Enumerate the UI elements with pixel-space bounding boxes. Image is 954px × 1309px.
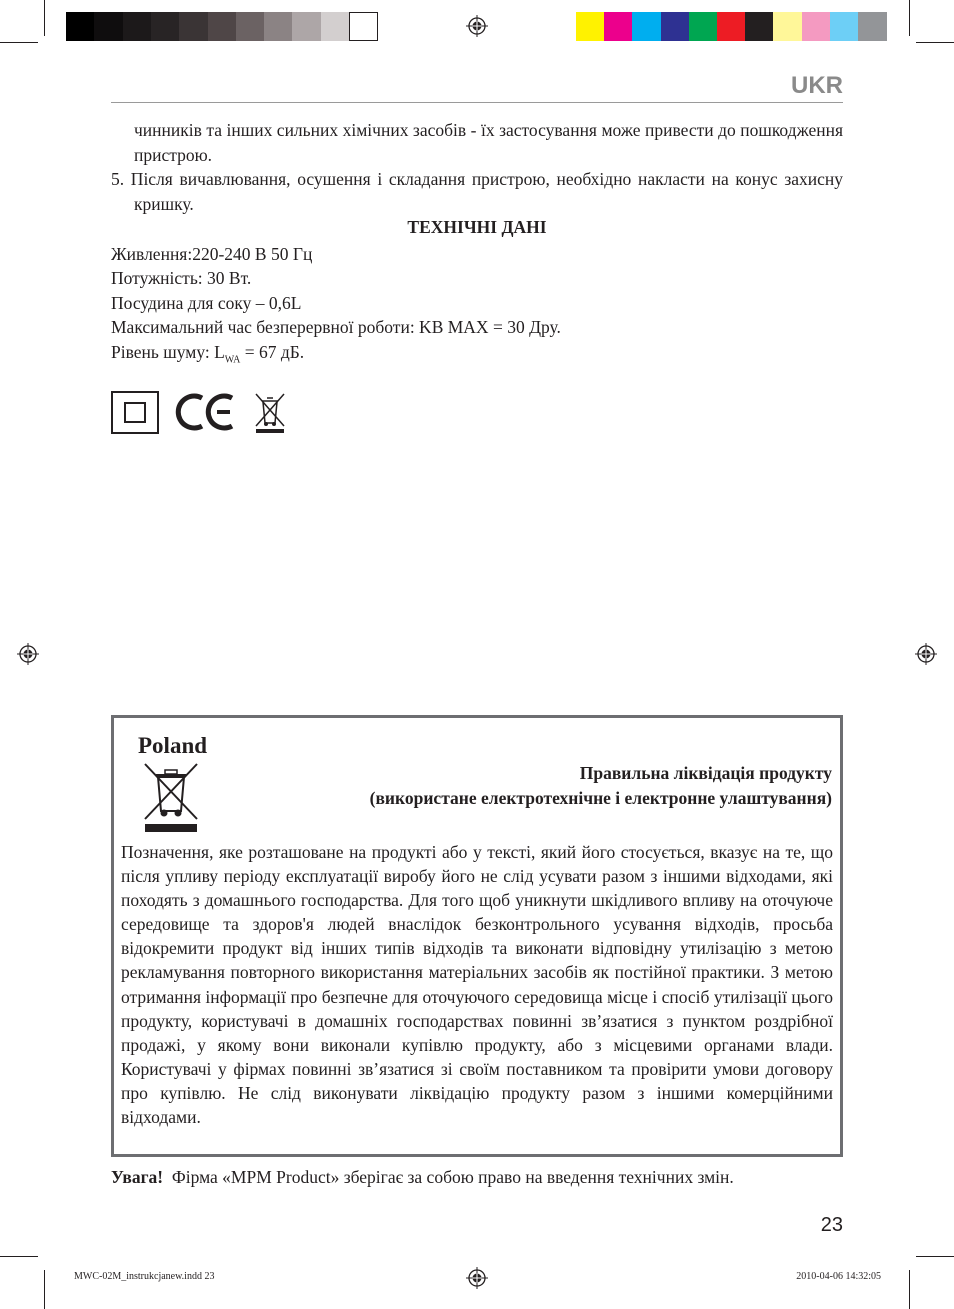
noise-prefix: Рівень шуму: L <box>111 342 225 362</box>
tech-data-heading: ТЕХНІЧНІ ДАНІ <box>407 217 547 237</box>
disposal-subtitle: (використане електротехнічне і електронне улаштування) <box>369 788 832 808</box>
color-swatch <box>802 12 831 41</box>
registration-mark-icon <box>915 643 937 665</box>
language-label: UKR <box>791 72 843 99</box>
crop-mark <box>916 42 954 43</box>
color-swatch <box>604 12 633 41</box>
gray-swatch <box>151 12 180 41</box>
spec-container: Посудина для соку – 0,6L <box>111 293 302 313</box>
color-swatch <box>830 12 859 41</box>
gray-swatch <box>236 12 265 41</box>
color-swatch <box>689 12 718 41</box>
notice-line <box>111 1167 843 1188</box>
color-swatch <box>773 12 802 41</box>
disposal-paragraph: Позначення, яке розташоване на продукті або у тексті, який його стосується, вказує на те, що після упливу періоду експлуатації виробу його не слід усувати разом з іншими відходами, які походять з домашнього господарства. Для того щоб уникнути шкідливого впливу на оточуюче середовище та здоров'я людей внаслідок безконтрольного усування відходів, просьба відокремити продукт від інших типів відходів та виконати відповідну утилізацію з метою рекламування повторного використання матеріальних засобів як постійної практики. З метою отримання інформації про безпечне для оточуючого середовища місце і спосіб утилізації цього продукту, користувачі в домашніх господарствах повинні зв’язатися з пунктом роздрібної продажі, у якому вони виконали купівлю продукту, або з місцевими органами влади. Користувачі у фірмах повинні зв’язатися зі своїм поставником та провірити умови договору про купівлю. Не слід виконувати ліквідацію продукту разом з іншими комерційними відходами. <box>121 842 833 1128</box>
crop-mark <box>0 42 38 43</box>
page-number: 23 <box>820 1214 843 1236</box>
gray-swatch <box>264 12 293 41</box>
gray-swatch <box>66 12 95 41</box>
header-divider <box>111 102 843 103</box>
gray-swatch <box>292 12 321 41</box>
weee-bin-small-icon <box>254 392 286 434</box>
crop-mark <box>0 1256 38 1257</box>
disposal-title: Правильна ліквідація продукту <box>579 763 832 783</box>
color-swatch <box>661 12 690 41</box>
spec-power-supply: Живлення:220-240 В 50 Гц <box>111 244 313 264</box>
color-swatch <box>576 12 605 41</box>
notice-label: Увага! <box>111 1167 164 1187</box>
color-swatch <box>632 12 661 41</box>
spec-noise-level <box>111 340 843 373</box>
registration-mark-icon <box>17 643 39 665</box>
color-swatch <box>717 12 746 41</box>
spec-power: Потужність: 30 Вт. <box>111 268 252 288</box>
color-swatch <box>858 12 887 41</box>
continuation-text: чинників та інших сильних хімічних засобів - їх застосування може привести до пошкодження пристрою. <box>134 120 843 165</box>
crop-mark <box>44 0 45 36</box>
noise-subscript: WA <box>224 354 241 366</box>
spec-max-time: Максимальний час безперервної роботи: KB MAX = 30 Дру. <box>111 317 561 337</box>
crop-mark <box>44 1270 45 1309</box>
gray-swatch <box>94 12 123 41</box>
noise-suffix: = 67 дБ. <box>240 342 305 362</box>
crop-mark <box>916 1256 954 1257</box>
crop-mark <box>909 1270 910 1309</box>
gray-swatch <box>321 12 350 41</box>
country-label: Poland <box>138 733 208 758</box>
slug-file: MWC-02M_instrukcjanew.indd 23 <box>74 1271 215 1282</box>
slug-date: 2010-04-06 14:32:05 <box>796 1271 881 1282</box>
weee-crossed-bin-icon <box>142 761 200 833</box>
gray-swatch <box>208 12 237 41</box>
gray-swatch <box>179 12 208 41</box>
registration-mark-icon <box>466 15 488 37</box>
item-5-text: 5. Після вичавлювання, осушення і складання пристрою, необхідно накласти на конус захисну кришку. <box>111 169 843 214</box>
gray-swatch <box>349 12 378 41</box>
class-ii-insulation-icon <box>111 391 159 434</box>
gray-swatch <box>123 12 152 41</box>
notice-text: Фірма «MPM Product» зберігає за собою право на введення технічних змін. <box>171 1167 734 1187</box>
disposal-info-box <box>111 715 843 1157</box>
crop-mark <box>909 0 910 36</box>
ce-mark-icon <box>175 392 237 432</box>
color-swatch <box>745 12 774 41</box>
registration-mark-icon <box>466 1267 488 1289</box>
item-5-paragraph <box>111 167 843 216</box>
continuation-paragraph <box>111 118 843 167</box>
